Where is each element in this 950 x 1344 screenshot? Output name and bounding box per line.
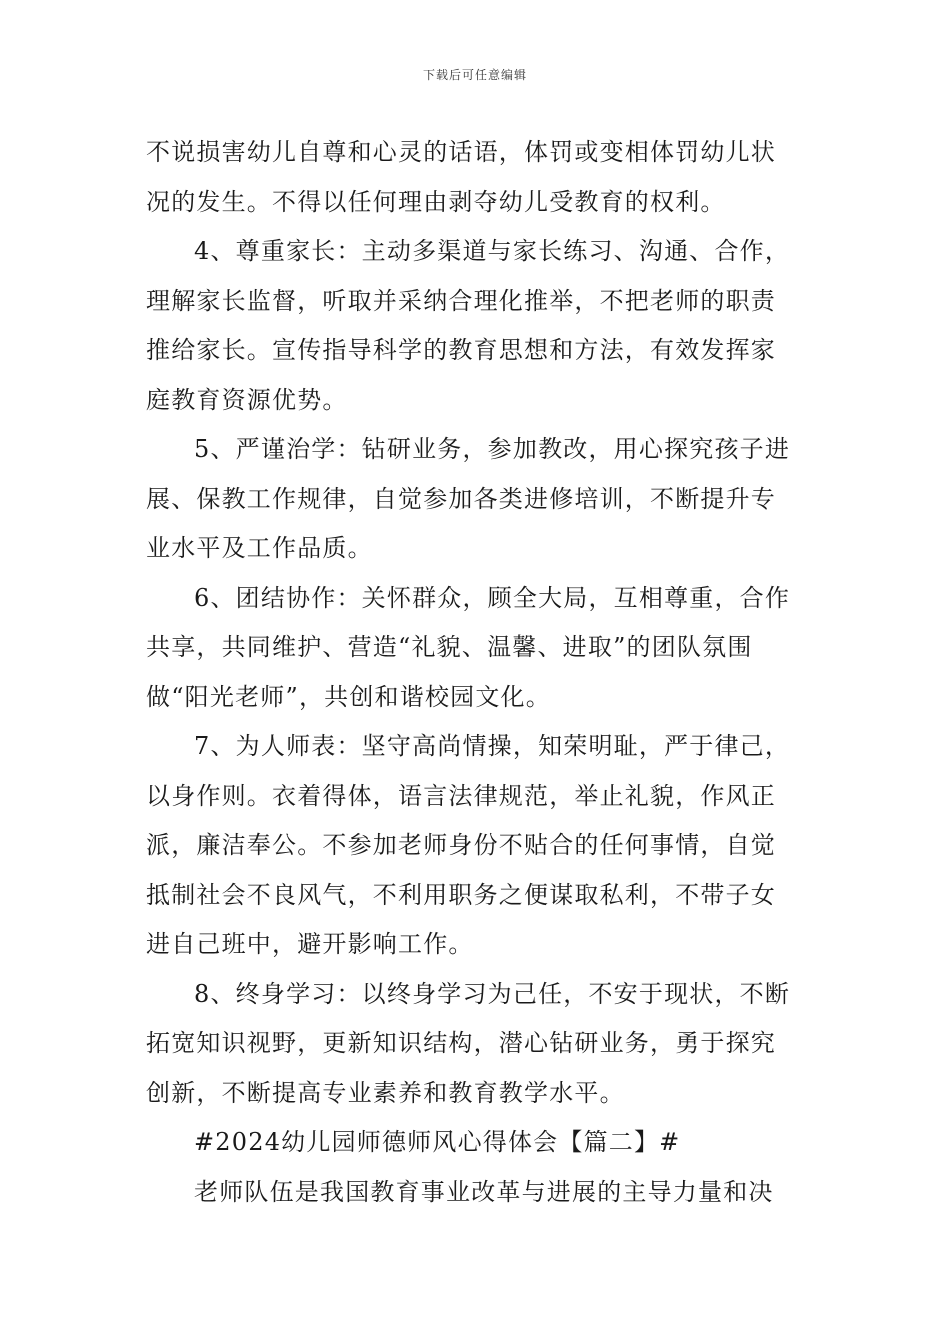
text-line: 理解家长监督，听取并采纳合理化推举，不把老师的职责 (146, 286, 776, 315)
text-line: 8、终身学习：以终身学习为己任，不安于现状，不断 (194, 979, 791, 1008)
text-line: 抵制社会不良风气，不利用职务之便谋取私利，不带子女 (146, 880, 776, 909)
text-line: 庭教育资源优势。 (146, 385, 348, 414)
text-line: 况的发生。不得以任何理由剥夺幼儿受教育的权利。 (146, 187, 726, 216)
text-line: 业水平及工作品质。 (146, 534, 373, 562)
text-line: 派，廉洁奉公。不参加老师身份不贴合的任何事情，自觉 (146, 831, 776, 859)
text-line: 共享，共同维护、营造“礼貌、温馨、进取”的团队氛围 (146, 633, 753, 661)
text-line: 老师队伍是我国教育事业改革与进展的主导力量和决 (194, 1177, 774, 1206)
text-line: 做“阳光老师”，共创和谐校园文化。 (146, 682, 551, 711)
text-line: 进自己班中，避开影响工作。 (146, 930, 474, 958)
page-header-note: 下载后可任意编辑 (422, 68, 527, 82)
text-line: 以身作则。衣着得体，语言法律规范，举止礼貌，作风正 (146, 781, 776, 810)
text-line: 推给家长。宣传指导科学的教育思想和方法，有效发挥家 (146, 336, 776, 364)
text-line: 5、严谨治学：钻研业务，参加教改，用心探究孩子进 (194, 435, 791, 463)
text-line: 不说损害幼儿自尊和心灵的话语，体罚或变相体罚幼儿状 (146, 138, 776, 166)
text-line: 拓宽知识视野，更新知识结构，潜心钻研业务，勇于探究 (146, 1029, 776, 1057)
document-body (146, 128, 816, 1217)
text-line: 创新，不断提高专业素养和教育教学水平。 (146, 1078, 625, 1107)
section-heading: #2024幼儿园师德师风心得体会【篇二】# (194, 1128, 681, 1156)
text-line: 4、尊重家长：主动多渠道与家长练习、沟通、合作， (194, 237, 791, 265)
text-line: 7、为人师表：坚守高尚情操，知荣明耻，严于律己， (194, 732, 791, 760)
text-line: 6、团结协作：关怀群众，顾全大局，互相尊重，合作 (194, 583, 791, 612)
text-line: 展、保教工作规律，自觉参加各类进修培训，不断提升专 (146, 484, 776, 513)
